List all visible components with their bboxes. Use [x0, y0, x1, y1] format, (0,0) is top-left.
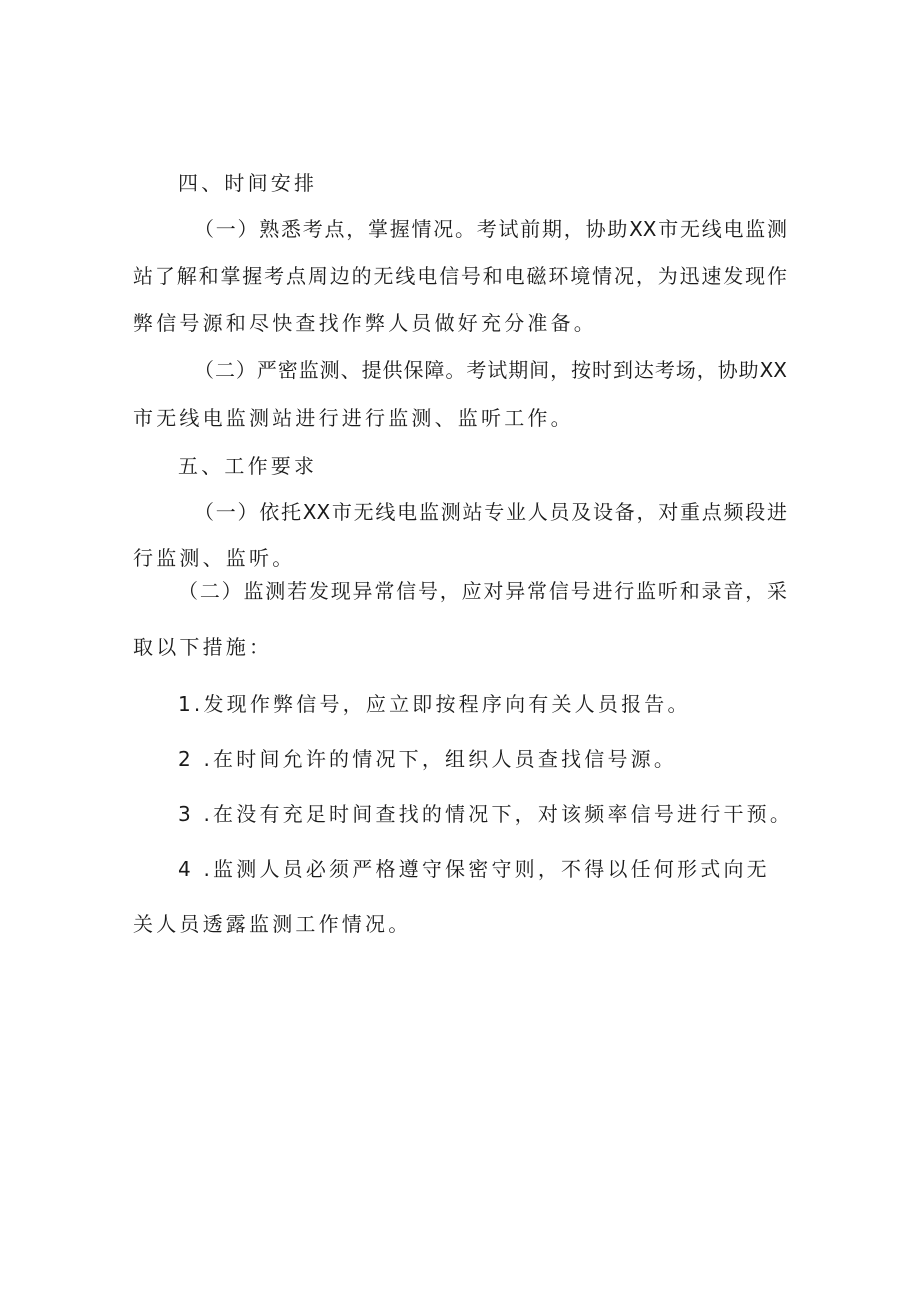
paragraph-3-line-1: （一）依托XX市无线电监测站专业人员及设备，对重点频段进 [194, 500, 787, 524]
paragraph-1-line-3: 弊信号源和尽快查找作弊人员做好充分准备。 [133, 311, 597, 335]
measure-item-4: 4 .监测人员必须严格遵守保密守则，不得以任何形式向无 [178, 857, 770, 881]
paragraph-4-line-2: 取以下措施： [133, 635, 273, 659]
measure-item-2: 2 .在时间允许的情况下，组织人员查找信号源。 [178, 747, 678, 771]
paragraph-2-line-2: 市无线电监测站进行进行监测、监听工作。 [133, 406, 574, 430]
paragraph-1-line-2: 站了解和掌握考点周边的无线电信号和电磁环境情况，为迅速发现作 [133, 264, 787, 288]
paragraph-1-line-1: （一）熟悉考点，掌握情况。考试前期，协助XX市无线电监测 [194, 217, 787, 241]
measure-item-3: 3 .在没有充足时间查找的情况下，对该频率信号进行干预。 [178, 802, 794, 826]
paragraph-4-line-1: （二）监测若发现异常信号，应对异常信号进行监听和录音，采 [178, 579, 787, 603]
paragraph-2-line-1: （二）严密监测、提供保障。考试期间，按时到达考场，协助XX [194, 358, 787, 382]
measure-item-4-continuation: 关人员透露监测工作情况。 [133, 912, 412, 936]
measure-item-1: 1.发现作弊信号，应立即按程序向有关人员报告。 [178, 692, 691, 716]
paragraph-3-line-2: 行监测、监听。 [133, 546, 296, 570]
section-heading-work-requirements: 五、工作要求 [178, 454, 318, 478]
section-heading-time-schedule: 四、时间安排 [178, 171, 318, 195]
